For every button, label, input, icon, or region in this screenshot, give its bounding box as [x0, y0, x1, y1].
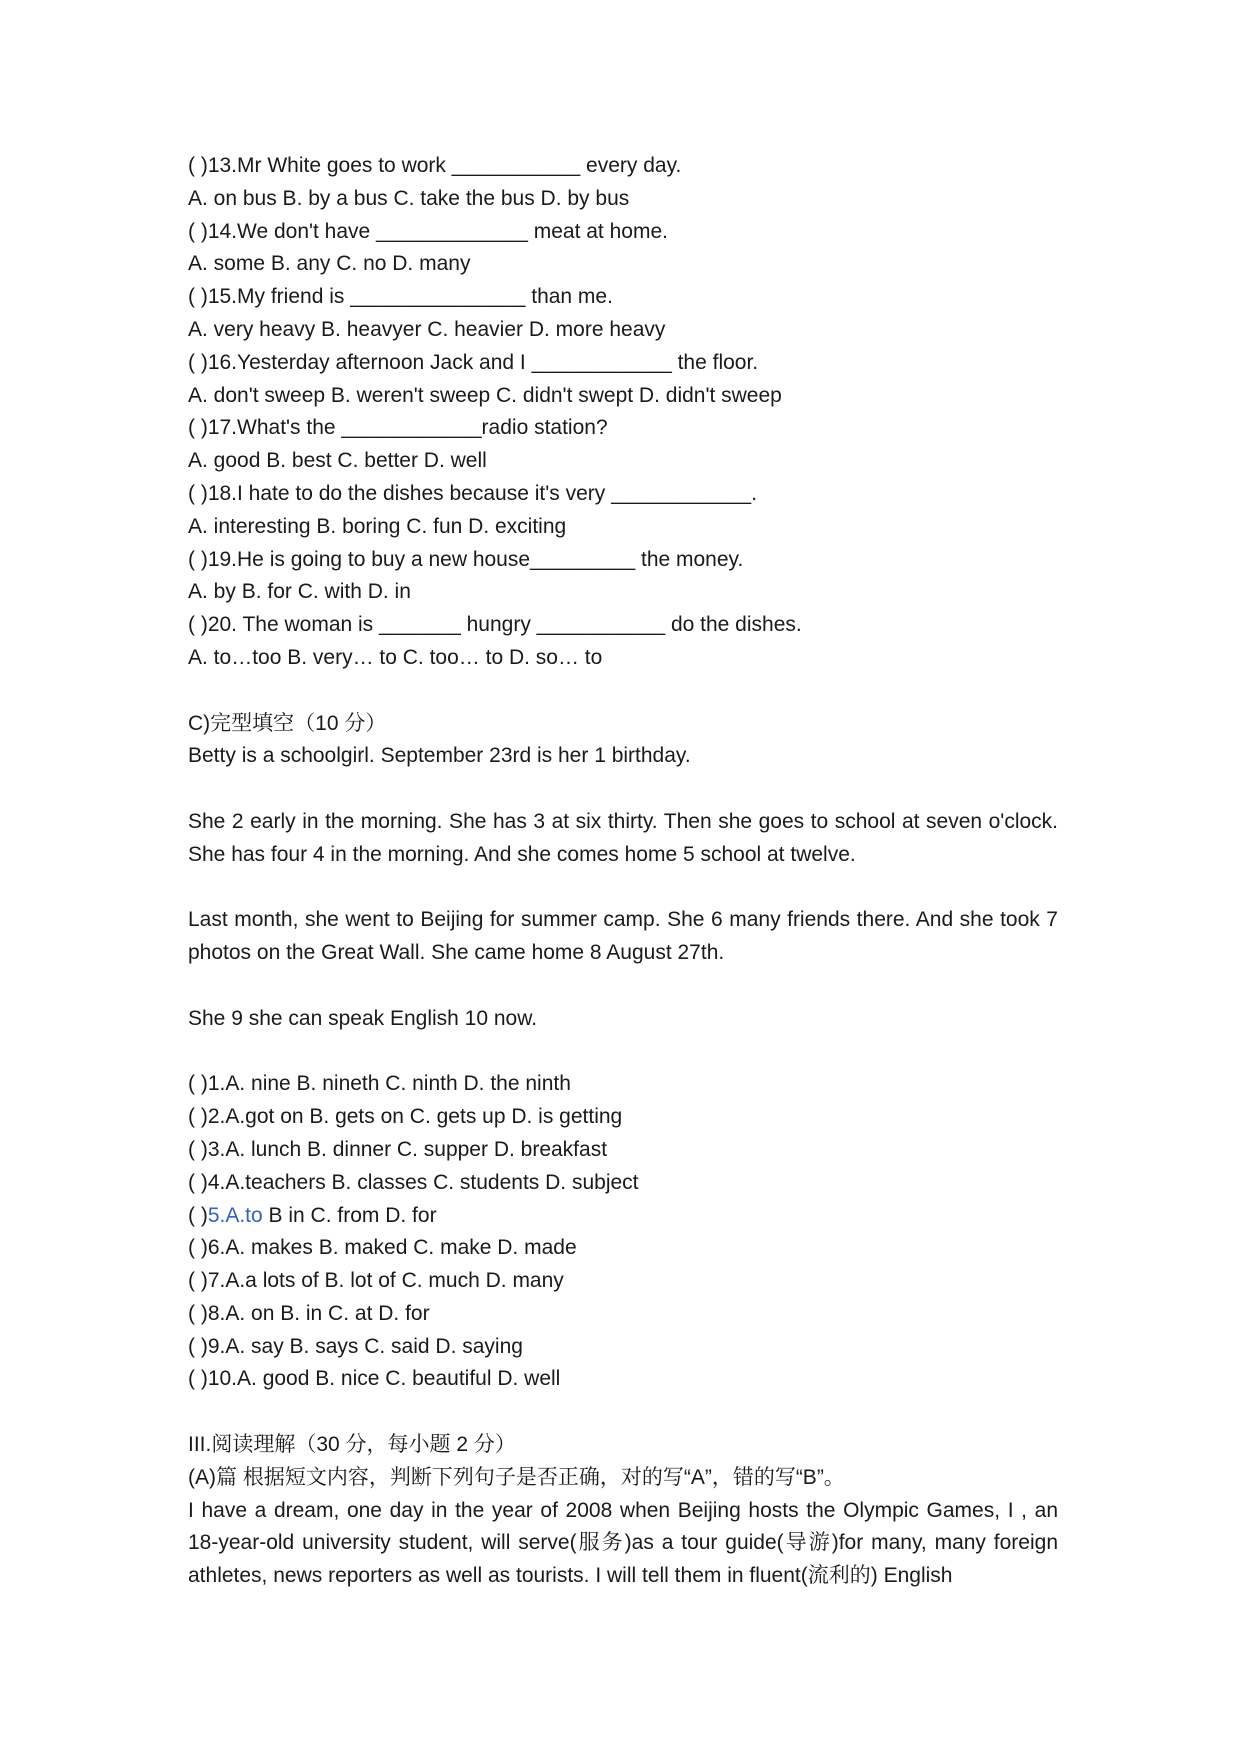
cloze-section — [188, 708, 1058, 1397]
cloze-intro: Betty is a schoolgirl. September 23rd is her 1 birthday. — [188, 744, 691, 768]
option-5-rest: B in C. from D. for — [262, 1203, 437, 1227]
cloze-heading: C)完型填空（10 分） — [188, 711, 387, 735]
reading-section — [188, 1429, 1058, 1593]
reading-heading: III.阅读理解（30 分，每小题 2 分） — [188, 1433, 516, 1457]
reading-passage: I have a dream, one day in the year of 2008 when Beijing hosts the Olympic Games, I , an 18-year-old university student, will serve(服务)as a tour guide(导游)for many, many foreign athletes, news reporters as well as tourists. I will tell them in fluent(流利的) English — [188, 1498, 1058, 1588]
question-13: ( )13.Mr White goes to work ___________ every day. — [188, 154, 682, 177]
spacer — [188, 872, 1058, 905]
cloze-option-3: ( )3.A. lunch B. dinner C. supper D. breakfast — [188, 1137, 608, 1161]
cloze-paragraph-1: She 2 early in the morning. She has 3 at six thirty. Then she goes to school at seven o'clock. She has four 4 in the morning. And she comes home 5 school at twelve. — [188, 809, 1058, 866]
cloze-paragraph-2: Last month, she went to Beijing for summer camp. She 6 many friends there. And she took 7 photos on the Great Wall. She came home 8 August 27th. — [188, 908, 1058, 965]
cloze-option-6: ( )6.A. makes B. maked C. make D. made — [188, 1236, 577, 1260]
options-14: A. some B. any C. no D. many — [188, 252, 471, 276]
question-19: ( )19.He is going to buy a new house_________ the money. — [188, 547, 744, 571]
options-13: A. on bus B. by a bus C. take the bus D. by bus — [188, 186, 630, 210]
question-15: ( )15.My friend is _______________ than me. — [188, 285, 613, 309]
question-16: ( )16.Yesterday afternoon Jack and I ____________ the floor. — [188, 350, 759, 374]
question-20: ( )20. The woman is _______ hungry ___________ do the dishes. — [188, 613, 802, 637]
reading-instruction: (A)篇 根据短文内容，判断下列句子是否正确，对的写“A”，错的写“B”。 — [188, 1465, 845, 1489]
cloze-option-4: ( )4.A.teachers B. classes C. students D. subject — [188, 1170, 639, 1194]
options-16: A. don't sweep B. weren't sweep C. didn't swept D. didn't sweep — [188, 383, 782, 407]
question-14: ( )14.We don't have _____________ meat at home. — [188, 219, 668, 243]
question-18: ( )18.I hate to do the dishes because it's very ____________. — [188, 481, 758, 505]
options-19: A. by B. for C. with D. in — [188, 580, 411, 604]
question-17: ( )17.What's the ____________radio station? — [188, 416, 608, 440]
cloze-option-1: ( )1.A. nine B. nineth C. ninth D. the ninth — [188, 1072, 571, 1096]
cloze-option-7: ( )7.A.a lots of B. lot of C. much D. many — [188, 1269, 564, 1293]
spacer — [188, 773, 1058, 806]
cloze-option-10: ( )10.A. good B. nice C. beautiful D. well — [188, 1367, 561, 1391]
spacer — [188, 1396, 1058, 1429]
spacer — [188, 1036, 1058, 1069]
document-page — [188, 150, 1058, 1593]
cloze-paragraph-3: She 9 she can speak English 10 now. — [188, 1006, 538, 1030]
grammar-section — [188, 150, 1058, 675]
options-15: A. very heavy B. heavyer C. heavier D. more heavy — [188, 317, 666, 341]
options-20: A. to…too B. very… to C. too… to D. so… to — [188, 645, 603, 669]
spacer — [188, 675, 1058, 708]
spacer — [188, 970, 1058, 1003]
options-18: A. interesting B. boring C. fun D. exciting — [188, 514, 567, 538]
options-17: A. good B. best C. better D. well — [188, 449, 487, 473]
cloze-option-2: ( )2.A.got on B. gets on C. gets up D. is getting — [188, 1105, 623, 1129]
cloze-option-5 — [188, 1200, 1058, 1233]
option-5-prefix: ( ) — [188, 1203, 208, 1227]
cloze-option-9: ( )9.A. say B. says C. said D. saying — [188, 1334, 523, 1358]
cloze-option-8: ( )8.A. on B. in C. at D. for — [188, 1301, 430, 1325]
option-5-link[interactable]: 5.A.to — [207, 1203, 263, 1227]
